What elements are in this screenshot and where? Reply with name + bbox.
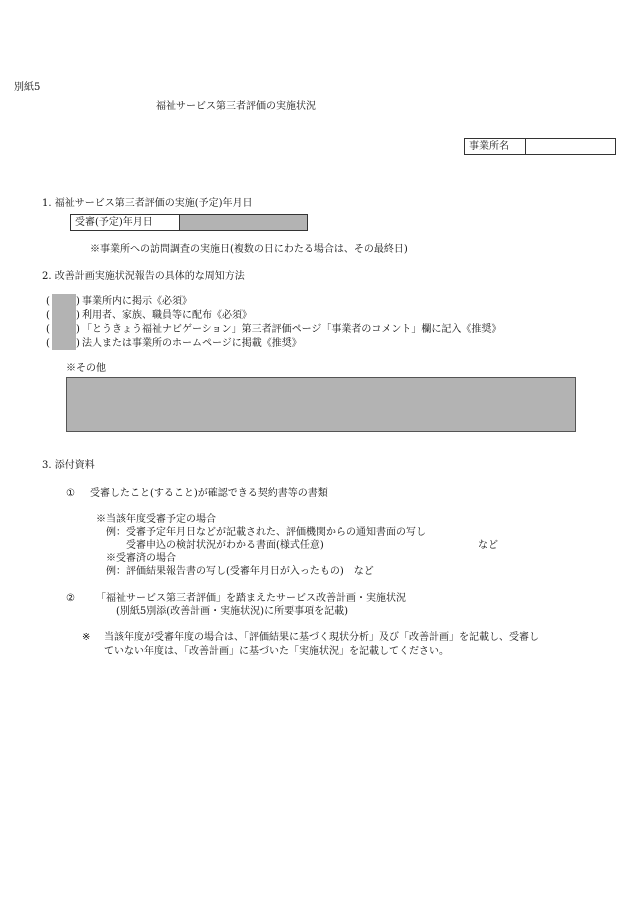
item1-sub-planned: ※当該年度受審予定の場合 xyxy=(96,514,216,525)
paren-open: ( xyxy=(46,338,50,349)
paren-close: ) xyxy=(76,324,80,335)
office-name-box xyxy=(464,138,616,155)
item1-sub-example1: 例：受審予定年月日などが記載された、評価機関からの通知書面の写し xyxy=(106,527,426,538)
exam-date-input[interactable] xyxy=(180,215,307,230)
option-checkbox[interactable] xyxy=(52,336,76,350)
paren-open: ( xyxy=(46,310,50,321)
option-label: 「とうきょう福祉ナビゲーション」第三者評価ページ「事業者のコメント」欄に記入《推奨》 xyxy=(82,324,502,335)
option-label: 法人または事業所のホームページに掲載《推奨》 xyxy=(82,338,302,349)
item1-sub-completed: ※受審済の場合 xyxy=(106,553,176,564)
note-line-1: 当該年度が受審年度の場合は、「評価結果に基づく現状分析」及び「改善計画」を記載し、受審し xyxy=(104,632,539,643)
office-name-label: 事業所名 xyxy=(465,139,526,154)
item2-number: ② xyxy=(66,593,75,604)
exam-date-box xyxy=(70,214,308,231)
section1-heading: 1. 福祉サービス第三者評価の実施(予定)年月日 xyxy=(42,198,253,209)
exam-date-note: ※事業所への訪問調査の実施日(複数の日にわたる場合は、その最終日) xyxy=(90,244,408,255)
form-id: 別紙5 xyxy=(14,82,41,93)
paren-close: ) xyxy=(76,338,80,349)
section3-heading: 3. 添付資料 xyxy=(42,460,95,471)
item1-text: 受審したこと(すること)が確認できる契約書等の書類 xyxy=(90,488,328,499)
paren-close: ) xyxy=(76,296,80,307)
item1-sub-example2: 受審申込の検討状況がわかる書面(様式任意) xyxy=(126,540,324,551)
note-line-2: ていない年度は、「改善計画」に基づいた「実施状況」を記載してください。 xyxy=(104,646,449,657)
office-name-input[interactable] xyxy=(527,140,613,153)
exam-date-label: 受審(予定)年月日 xyxy=(71,215,180,230)
item2-text: 「福祉サービス第三者評価」を踏まえたサービス改善計画・実施状況 xyxy=(96,593,406,604)
option-label: 事業所内に掲示《必須》 xyxy=(82,296,192,307)
other-textarea[interactable] xyxy=(66,377,576,432)
item2-sub: (別紙5別添(改善計画・実施状況)に所要事項を記載) xyxy=(116,606,348,617)
option-label: 利用者、家族、職員等に配布《必須》 xyxy=(82,310,252,321)
option-checkbox[interactable] xyxy=(52,294,76,308)
paren-open: ( xyxy=(46,296,50,307)
item1-number: ① xyxy=(66,488,75,499)
other-label: ※その他 xyxy=(66,363,106,374)
item1-sub-example2-tail: など xyxy=(478,540,498,551)
section2-heading: 2. 改善計画実施状況報告の具体的な周知方法 xyxy=(42,271,245,282)
option-checkbox[interactable] xyxy=(52,322,76,336)
option-checkbox[interactable] xyxy=(52,308,76,322)
paren-close: ) xyxy=(76,310,80,321)
paren-open: ( xyxy=(46,324,50,335)
item1-sub-example3: 例：評価結果報告書の写し(受審年月日が入ったもの) など xyxy=(106,566,374,577)
page-title: 福祉サービス第三者評価の実施状況 xyxy=(156,101,316,112)
note-mark: ※ xyxy=(82,632,91,643)
